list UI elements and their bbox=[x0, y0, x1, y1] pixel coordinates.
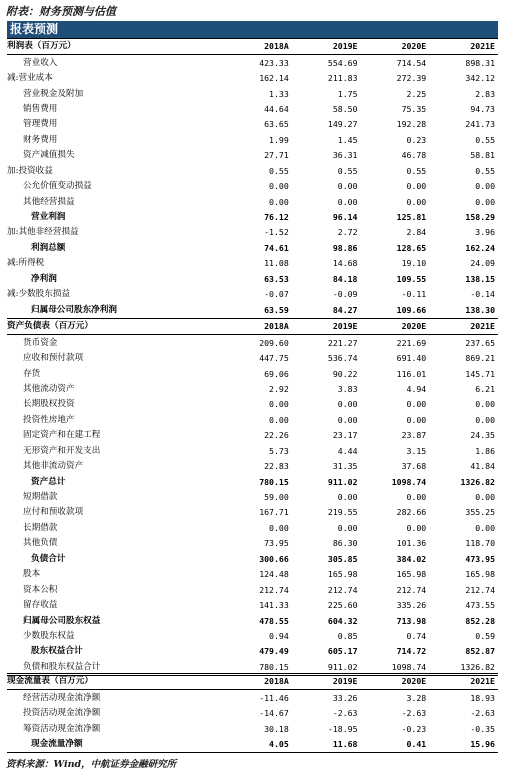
row-value: 2.92 bbox=[269, 383, 289, 394]
row-value: 0.00 bbox=[406, 522, 427, 533]
table-row bbox=[7, 444, 498, 459]
row-value: 3.83 bbox=[337, 383, 358, 394]
table-row bbox=[7, 302, 498, 318]
table-row bbox=[7, 629, 498, 644]
row-label: 股本 bbox=[23, 569, 41, 580]
row-value: 58.50 bbox=[332, 103, 358, 114]
row-value: 898.31 bbox=[465, 57, 495, 68]
row-value: 221.69 bbox=[396, 337, 427, 348]
table-row bbox=[7, 256, 498, 271]
row-value: 221.27 bbox=[327, 337, 358, 348]
row-value: 165.98 bbox=[396, 569, 427, 580]
row-value: 0.94 bbox=[269, 630, 289, 641]
row-value: 780.15 bbox=[259, 476, 289, 487]
row-value: 0.00 bbox=[406, 196, 427, 207]
row-value: 0.55 bbox=[337, 165, 358, 176]
row-value: -0.35 bbox=[470, 723, 495, 734]
row-label: 少数股东权益 bbox=[23, 630, 75, 641]
row-value: 0.55 bbox=[475, 165, 495, 176]
table-row bbox=[7, 71, 498, 86]
row-value: 212.74 bbox=[396, 584, 427, 595]
row-value: 212.74 bbox=[259, 584, 289, 595]
row-label: 减:所得税 bbox=[7, 258, 45, 269]
row-label: 投资活动现金流净额 bbox=[23, 708, 101, 719]
row-label: 加:其他非经营损益 bbox=[7, 227, 79, 238]
row-value: 0.00 bbox=[475, 196, 495, 207]
year-header: 2020E bbox=[361, 674, 430, 690]
table-row bbox=[7, 613, 498, 628]
row-value: -2.63 bbox=[470, 708, 495, 719]
row-value: 2.84 bbox=[406, 227, 427, 238]
row-value: 0.00 bbox=[337, 522, 358, 533]
row-label: 净利润 bbox=[31, 273, 57, 284]
table-row bbox=[7, 287, 498, 302]
row-label: 公允价值变动损益 bbox=[23, 181, 92, 192]
row-label: 管理费用 bbox=[23, 119, 58, 130]
row-value: 75.35 bbox=[401, 103, 427, 114]
row-value: 869.21 bbox=[465, 353, 495, 364]
row-value: 478.55 bbox=[259, 615, 289, 626]
row-value: 209.60 bbox=[259, 337, 289, 348]
row-label: 股东权益合计 bbox=[31, 646, 83, 657]
row-value: 212.74 bbox=[465, 584, 495, 595]
table-row bbox=[7, 536, 498, 551]
row-value: 76.12 bbox=[264, 212, 289, 223]
row-value: 1.33 bbox=[269, 88, 289, 99]
table-row bbox=[7, 335, 498, 351]
row-value: 145.71 bbox=[465, 368, 495, 379]
row-label: 减:少数股东损益 bbox=[7, 289, 71, 300]
year-header: 2020E bbox=[361, 319, 430, 335]
row-label: 资产减值损失 bbox=[23, 150, 75, 161]
row-label: 留存收益 bbox=[23, 600, 58, 611]
row-value: 212.74 bbox=[327, 584, 358, 595]
row-value: 138.15 bbox=[465, 273, 495, 284]
row-value: 4.94 bbox=[406, 383, 427, 394]
row-value: 167.71 bbox=[259, 507, 289, 518]
row-value: 158.29 bbox=[465, 212, 495, 223]
year-header: 2019E bbox=[292, 319, 361, 335]
row-value: 211.83 bbox=[327, 73, 358, 84]
row-value: 1326.82 bbox=[460, 476, 495, 487]
row-value: 911.02 bbox=[327, 476, 358, 487]
row-value: 1098.74 bbox=[391, 476, 427, 487]
year-header: 2021E bbox=[429, 674, 498, 690]
row-label: 其他负债 bbox=[23, 538, 58, 549]
row-label: 应收和预付款项 bbox=[23, 353, 84, 364]
row-value: 479.49 bbox=[259, 646, 289, 657]
row-value: 165.98 bbox=[327, 569, 358, 580]
row-value: 14.68 bbox=[332, 258, 358, 269]
row-value: 138.30 bbox=[429, 302, 498, 318]
row-value: 335.26 bbox=[396, 600, 427, 611]
row-value: 1098.74 bbox=[361, 660, 430, 676]
row-value: 149.27 bbox=[327, 119, 358, 130]
row-value: 36.31 bbox=[332, 150, 358, 161]
table-row bbox=[7, 366, 498, 381]
row-value: 0.00 bbox=[475, 181, 495, 192]
table-row bbox=[7, 117, 498, 132]
row-label: 货币资金 bbox=[23, 337, 58, 348]
row-value: 125.81 bbox=[396, 212, 427, 223]
row-value: 58.81 bbox=[470, 150, 495, 161]
table-row bbox=[7, 351, 498, 366]
row-label: 长期借款 bbox=[23, 522, 58, 533]
table-row bbox=[7, 721, 498, 736]
row-value: 124.48 bbox=[259, 569, 289, 580]
row-value: 84.18 bbox=[332, 273, 358, 284]
row-value: 0.55 bbox=[406, 165, 427, 176]
row-value: -11.46 bbox=[259, 692, 289, 703]
table-row bbox=[7, 241, 498, 256]
section-header-row bbox=[7, 39, 498, 55]
section-title: 现金流量表（百万元） bbox=[7, 674, 223, 690]
row-value: 423.33 bbox=[259, 57, 289, 68]
row-value: 300.66 bbox=[259, 553, 289, 564]
balance-sheet-table bbox=[7, 318, 498, 676]
table-row bbox=[7, 86, 498, 101]
year-header: 2021E bbox=[429, 39, 498, 55]
row-value: 141.33 bbox=[259, 600, 289, 611]
row-value: 225.60 bbox=[327, 600, 358, 611]
cashflow-table bbox=[7, 673, 498, 753]
row-label: 利润总额 bbox=[31, 242, 66, 253]
row-label: 资本公积 bbox=[23, 584, 58, 595]
row-value: 1.86 bbox=[475, 445, 495, 456]
row-label: 投资性房地产 bbox=[23, 414, 75, 425]
row-label: 无形资产和开发支出 bbox=[23, 445, 101, 456]
row-value: -0.09 bbox=[332, 289, 358, 300]
row-value: 24.35 bbox=[470, 430, 495, 441]
table-row bbox=[7, 225, 498, 240]
row-value: 305.85 bbox=[327, 553, 358, 564]
row-value: 162.14 bbox=[259, 73, 289, 84]
row-value: 0.00 bbox=[269, 399, 289, 410]
row-value: 27.71 bbox=[264, 150, 289, 161]
row-value: 714.72 bbox=[396, 646, 427, 657]
source-note: 资料来源：Wind，中航证券金融研究所 bbox=[6, 759, 177, 770]
row-value: 0.55 bbox=[475, 134, 495, 145]
row-value: -2.63 bbox=[401, 708, 427, 719]
row-value: 15.96 bbox=[429, 737, 498, 753]
row-value: 22.83 bbox=[264, 461, 289, 472]
row-value: 1.75 bbox=[337, 88, 358, 99]
year-header: 2019E bbox=[292, 39, 361, 55]
row-label: 营业税金及附加 bbox=[23, 88, 84, 99]
row-value: 473.55 bbox=[465, 600, 495, 611]
row-value: 4.05 bbox=[223, 737, 292, 753]
section-header-row bbox=[7, 674, 498, 690]
row-value: 852.87 bbox=[465, 646, 495, 657]
row-value: 90.22 bbox=[332, 368, 358, 379]
table-row bbox=[7, 179, 498, 194]
row-value: -0.23 bbox=[401, 723, 427, 734]
row-value: 94.73 bbox=[470, 103, 495, 114]
table-row bbox=[7, 737, 498, 753]
row-label: 现金流量净额 bbox=[7, 737, 223, 753]
year-header: 2021E bbox=[429, 319, 498, 335]
row-label: 营业收入 bbox=[23, 57, 58, 68]
row-label: 负债合计 bbox=[31, 553, 66, 564]
row-value: 0.59 bbox=[475, 630, 495, 641]
table-row bbox=[7, 490, 498, 505]
row-value: 63.65 bbox=[264, 119, 289, 130]
row-value: 447.75 bbox=[259, 353, 289, 364]
row-value: -0.14 bbox=[470, 289, 495, 300]
row-value: 31.35 bbox=[332, 461, 358, 472]
row-value: 3.96 bbox=[475, 227, 495, 238]
row-value: 272.39 bbox=[396, 73, 427, 84]
row-value: 0.00 bbox=[269, 196, 289, 207]
row-value: 604.32 bbox=[327, 615, 358, 626]
row-value: 59.00 bbox=[264, 492, 289, 503]
row-value: 0.23 bbox=[406, 134, 427, 145]
row-label: 存货 bbox=[23, 368, 41, 379]
section-header-row bbox=[7, 319, 498, 335]
row-value: 41.84 bbox=[470, 461, 495, 472]
row-label: 归属母公司股东权益 bbox=[23, 615, 101, 626]
row-value: 0.85 bbox=[337, 630, 358, 641]
row-value: 0.00 bbox=[337, 399, 358, 410]
row-value: 37.68 bbox=[401, 461, 427, 472]
table-row bbox=[7, 133, 498, 148]
row-value: 86.30 bbox=[332, 538, 358, 549]
row-value: 165.98 bbox=[465, 569, 495, 580]
row-value: 116.01 bbox=[396, 368, 427, 379]
year-header: 2018A bbox=[223, 39, 292, 55]
row-value: 0.00 bbox=[269, 181, 289, 192]
row-value: 0.00 bbox=[269, 414, 289, 425]
row-value: 63.59 bbox=[223, 302, 292, 318]
row-value: 2.25 bbox=[406, 88, 427, 99]
row-value: 3.15 bbox=[406, 445, 427, 456]
row-value: 0.00 bbox=[337, 181, 358, 192]
row-value: 0.00 bbox=[337, 196, 358, 207]
row-value: 73.95 bbox=[264, 538, 289, 549]
table-row bbox=[7, 567, 498, 582]
table-row bbox=[7, 582, 498, 597]
row-value: 84.27 bbox=[292, 302, 361, 318]
row-value: 30.18 bbox=[264, 723, 289, 734]
table-row bbox=[7, 474, 498, 489]
row-value: 0.00 bbox=[337, 414, 358, 425]
row-label: 其他非流动资产 bbox=[23, 461, 84, 472]
row-label: 财务费用 bbox=[23, 134, 58, 145]
row-label: 固定资产和在建工程 bbox=[23, 430, 101, 441]
row-label: 营业利润 bbox=[31, 212, 66, 223]
row-value: 4.44 bbox=[337, 445, 358, 456]
table-row bbox=[7, 382, 498, 397]
row-value: 33.26 bbox=[332, 692, 358, 703]
row-value: 384.02 bbox=[396, 553, 427, 564]
table-row bbox=[7, 552, 498, 567]
row-value: 5.73 bbox=[269, 445, 289, 456]
row-value: 0.00 bbox=[475, 522, 495, 533]
row-value: 0.00 bbox=[406, 181, 427, 192]
row-value: 691.40 bbox=[396, 353, 427, 364]
row-value: 355.25 bbox=[465, 507, 495, 518]
row-value: 911.02 bbox=[292, 660, 361, 676]
page-title: 附表：财务预测与估值 bbox=[6, 5, 116, 18]
row-value: 554.69 bbox=[327, 57, 358, 68]
section-title: 利润表（百万元） bbox=[7, 39, 223, 55]
table-row bbox=[7, 164, 498, 179]
row-value: 342.12 bbox=[465, 73, 495, 84]
report-banner: 报表预测 bbox=[7, 21, 498, 38]
row-label: 其他经营损益 bbox=[23, 196, 75, 207]
row-value: -2.63 bbox=[332, 708, 358, 719]
row-value: 23.17 bbox=[332, 430, 358, 441]
row-label: 加:投资收益 bbox=[7, 165, 53, 176]
income-statement-table bbox=[7, 38, 498, 319]
table-row bbox=[7, 397, 498, 412]
row-value: 96.14 bbox=[332, 212, 358, 223]
row-value: 118.70 bbox=[465, 538, 495, 549]
row-value: 2.72 bbox=[337, 227, 358, 238]
row-value: 605.17 bbox=[327, 646, 358, 657]
row-label: 短期借款 bbox=[23, 492, 58, 503]
table-row bbox=[7, 706, 498, 721]
row-value: 24.09 bbox=[470, 258, 495, 269]
row-label: 负债和股东权益合计 bbox=[7, 660, 223, 676]
table-row bbox=[7, 102, 498, 117]
row-value: 536.74 bbox=[327, 353, 358, 364]
row-value: 101.36 bbox=[396, 538, 427, 549]
row-value: 63.53 bbox=[264, 273, 289, 284]
row-label: 资产总计 bbox=[31, 476, 66, 487]
table-row bbox=[7, 272, 498, 287]
row-value: 74.61 bbox=[264, 242, 289, 253]
row-value: -18.95 bbox=[327, 723, 358, 734]
row-value: 237.65 bbox=[465, 337, 495, 348]
year-header: 2018A bbox=[223, 319, 292, 335]
year-header: 2019E bbox=[292, 674, 361, 690]
row-value: 98.86 bbox=[332, 242, 358, 253]
row-value: 0.55 bbox=[269, 165, 289, 176]
table-row bbox=[7, 459, 498, 474]
row-value: 0.00 bbox=[337, 492, 358, 503]
row-value: 1326.82 bbox=[429, 660, 498, 676]
table-row bbox=[7, 148, 498, 163]
row-value: 44.64 bbox=[264, 103, 289, 114]
row-value: 109.55 bbox=[396, 273, 427, 284]
row-label: 长期股权投资 bbox=[23, 399, 75, 410]
table-row bbox=[7, 413, 498, 428]
table-row bbox=[7, 598, 498, 613]
row-value: 22.26 bbox=[264, 430, 289, 441]
row-value: 0.74 bbox=[406, 630, 427, 641]
row-value: 714.54 bbox=[396, 57, 427, 68]
table-row bbox=[7, 690, 498, 706]
table-row bbox=[7, 55, 498, 71]
row-value: 6.21 bbox=[475, 383, 495, 394]
row-value: 128.65 bbox=[396, 242, 427, 253]
row-value: 1.99 bbox=[269, 134, 289, 145]
table-row bbox=[7, 194, 498, 209]
year-header: 2018A bbox=[223, 674, 292, 690]
row-value: 1.45 bbox=[337, 134, 358, 145]
row-value: 473.95 bbox=[465, 553, 495, 564]
row-value: 0.00 bbox=[475, 399, 495, 410]
table-row bbox=[7, 644, 498, 659]
row-value: 11.68 bbox=[292, 737, 361, 753]
row-value: 282.66 bbox=[396, 507, 427, 518]
row-label: 销售费用 bbox=[23, 103, 58, 114]
row-value: 0.00 bbox=[269, 522, 289, 533]
row-value: 162.24 bbox=[465, 242, 495, 253]
row-label: 经营活动现金流净额 bbox=[23, 692, 101, 703]
row-value: 23.87 bbox=[401, 430, 427, 441]
row-value: 11.08 bbox=[264, 258, 289, 269]
row-value: 241.73 bbox=[465, 119, 495, 130]
row-value: 0.00 bbox=[475, 492, 495, 503]
row-value: 109.66 bbox=[361, 302, 430, 318]
row-value: 0.41 bbox=[361, 737, 430, 753]
row-label: 减:营业成本 bbox=[7, 73, 53, 84]
row-value: 219.55 bbox=[327, 507, 358, 518]
row-label: 筹资活动现金流净额 bbox=[23, 723, 101, 734]
row-value: 0.00 bbox=[406, 399, 427, 410]
row-value: 0.00 bbox=[406, 492, 427, 503]
row-label: 应付和预收款项 bbox=[23, 507, 84, 518]
year-header: 2020E bbox=[361, 39, 430, 55]
row-value: 18.93 bbox=[470, 692, 495, 703]
table-row bbox=[7, 505, 498, 520]
row-value: 713.98 bbox=[396, 615, 427, 626]
table-row bbox=[7, 521, 498, 536]
section-title: 资产负债表（百万元） bbox=[7, 319, 223, 335]
row-value: 0.00 bbox=[406, 414, 427, 425]
row-label: 归属母公司股东净利润 bbox=[7, 302, 223, 318]
row-value: -14.67 bbox=[259, 708, 289, 719]
row-value: -1.52 bbox=[264, 227, 289, 238]
row-value: 780.15 bbox=[223, 660, 292, 676]
row-value: 192.28 bbox=[396, 119, 427, 130]
row-value: 46.78 bbox=[401, 150, 427, 161]
row-value: -0.11 bbox=[401, 289, 427, 300]
row-value: 2.83 bbox=[475, 88, 495, 99]
row-value: 69.06 bbox=[264, 368, 289, 379]
table-row bbox=[7, 210, 498, 225]
row-value: 3.28 bbox=[406, 692, 427, 703]
row-value: 19.10 bbox=[401, 258, 427, 269]
table-row bbox=[7, 428, 498, 443]
row-value: -0.07 bbox=[264, 289, 289, 300]
row-value: 0.00 bbox=[475, 414, 495, 425]
row-value: 852.28 bbox=[465, 615, 495, 626]
row-label: 其他流动资产 bbox=[23, 383, 75, 394]
